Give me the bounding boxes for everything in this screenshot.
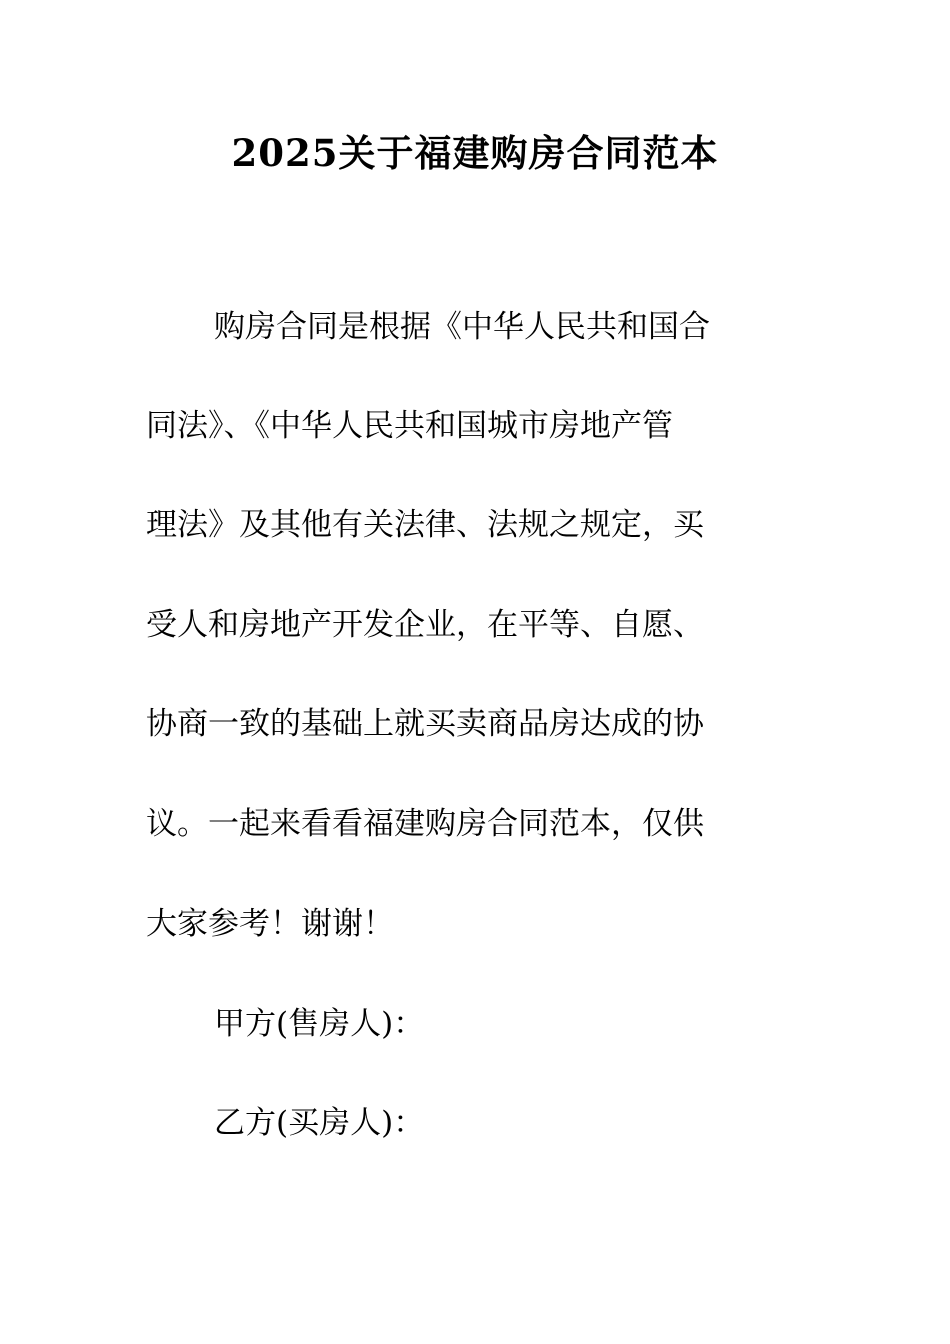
document-title: 2025关于福建购房合同范本 [231, 131, 719, 175]
intro-line-2: 同法》、《中华人民共和国城市房地产管 [146, 408, 673, 444]
intro-line-7: 大家参考！谢谢！ [146, 906, 394, 942]
intro-line-5: 协商一致的基础上就买卖商品房达成的协 [146, 706, 704, 742]
intro-line-3: 理法》及其他有关法律、法规之规定，买 [146, 507, 704, 543]
intro-line-4: 受人和房地产开发企业，在平等、自愿、 [146, 607, 704, 643]
intro-line-1: 购房合同是根据《中华人民共和国合 [214, 309, 710, 345]
party-a-label: 甲方(售房人)： [214, 1006, 425, 1042]
party-b-label: 乙方(买房人)： [214, 1105, 425, 1141]
intro-line-6: 议。一起来看看福建购房合同范本，仅供 [146, 806, 704, 842]
